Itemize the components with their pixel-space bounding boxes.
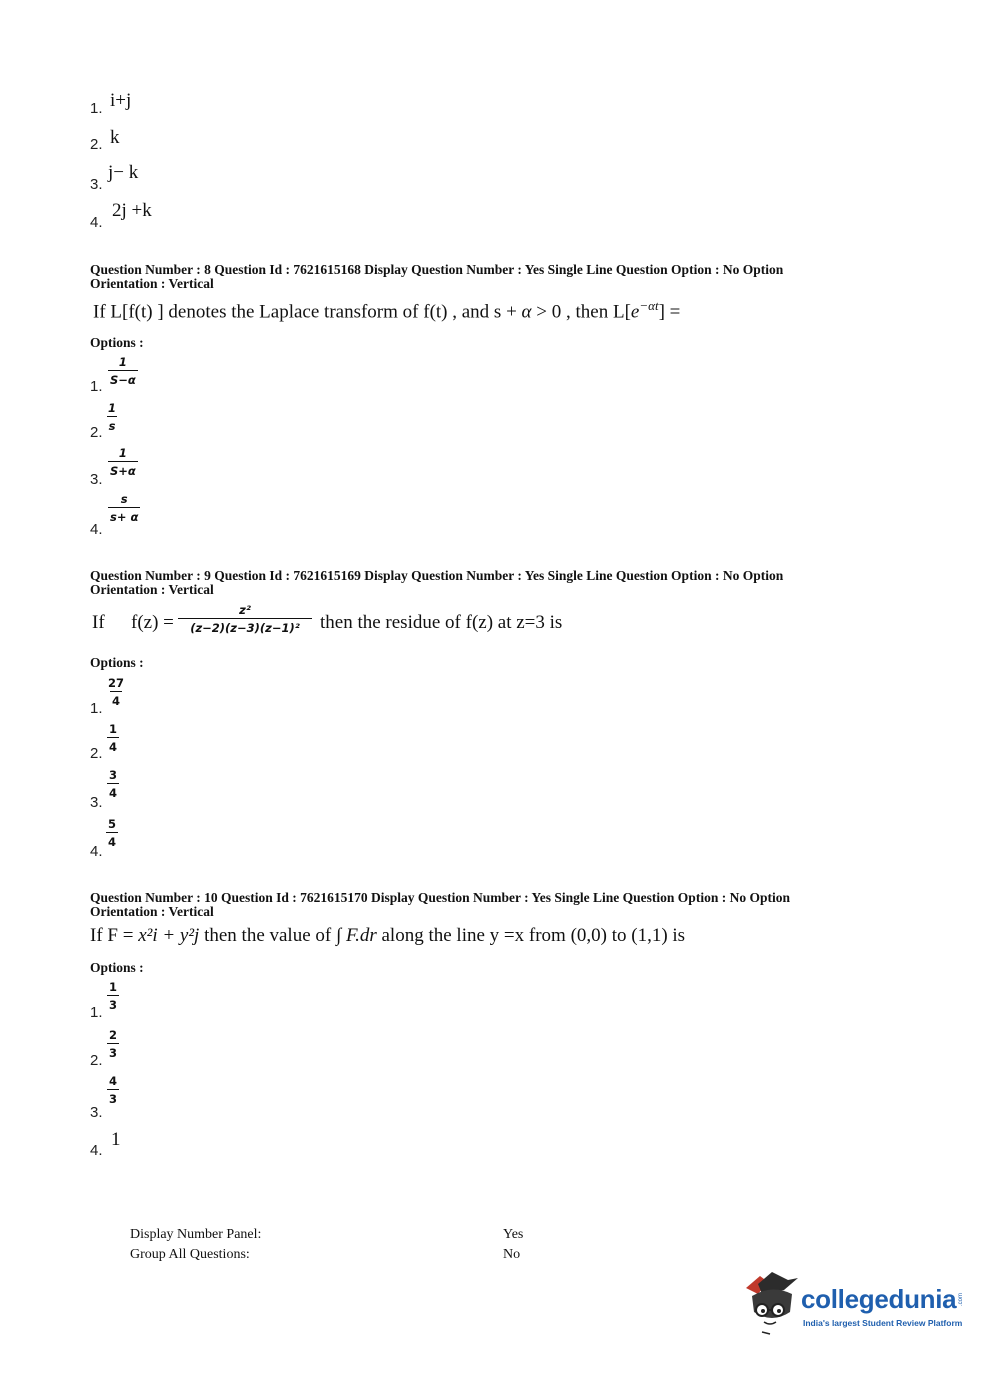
q8-option-1-number: 1. — [90, 378, 103, 395]
q9-option-2-number: 2. — [90, 745, 103, 762]
mascot-icon — [742, 1268, 800, 1340]
q8-option-4-fraction: $\frac{s}{s+ \alpha}$ — [110, 492, 139, 524]
q9-meta-line1: Question Number : 9 Question Id : 7621615169 Display Question Number : Yes Single Line Question Option : No Option — [90, 568, 784, 583]
q10-option-4-number: 4. — [90, 1142, 103, 1159]
q10-meta-line1: Question Number : 10 Question Id : 7621615170 Display Question Number : Yes Single Line Question Option : No Option — [90, 890, 790, 905]
q10-option-3-fraction: $\frac{4}{3}$ — [109, 1074, 118, 1106]
q7-option-3-number: 3. — [90, 176, 103, 193]
q8-option-2-number: 2. — [90, 424, 103, 441]
q8-option-2-fraction: $\frac{1}{s}$ — [108, 401, 117, 433]
q9-option-3-number: 3. — [90, 794, 103, 811]
q9-fz: f(z) = — [131, 612, 174, 633]
logo-tagline: India's largest Student Review Platform — [803, 1318, 963, 1328]
q10-meta-line2: Orientation : Vertical — [90, 904, 214, 919]
q8-option-1-fraction: $\frac{1}{S-\alpha}$ — [110, 355, 136, 387]
q8-option-4-number: 4. — [90, 521, 103, 538]
q10-option-2-fraction: $\frac{2}{3}$ — [109, 1028, 118, 1060]
q9-if: If — [92, 612, 105, 633]
display-number-panel-label: Display Number Panel: — [130, 1227, 262, 1242]
q10-option-2-number: 2. — [90, 1052, 103, 1069]
q9-option-2-fraction: $\frac{1}{4}$ — [109, 722, 118, 754]
q9-option-4-number: 4. — [90, 843, 103, 860]
q7-option-1-text: i+j — [110, 90, 132, 111]
q7-option-3-text: j− k — [108, 162, 139, 183]
q8-option-3-number: 3. — [90, 471, 103, 488]
q9-option-1-number: 1. — [90, 700, 103, 717]
q10-option-4-text: 1 — [111, 1129, 121, 1150]
q7-option-4-number: 4. — [90, 214, 103, 231]
q10-option-3-number: 3. — [90, 1104, 103, 1121]
q8-meta-line2: Orientation : Vertical — [90, 276, 214, 291]
q10-question-text: If F = x²i + y²j then the value of ∫ F.dr along the line y =x from (0,0) to (1,1) is — [90, 925, 686, 946]
q9-option-4-fraction: $\frac{5}{4}$ — [108, 817, 117, 849]
q9-options-label: Options : — [90, 655, 144, 670]
q9-question-rest: then the residue of f(z) at z=3 is — [320, 612, 563, 633]
q10-options-label: Options : — [90, 960, 144, 975]
q10-option-1-number: 1. — [90, 1004, 103, 1021]
logo-com: .com — [958, 1293, 964, 1307]
q10-option-1-fraction: $\frac{1}{3}$ — [109, 980, 118, 1012]
q8-options-label: Options : — [90, 335, 144, 350]
group-all-questions-label: Group All Questions: — [130, 1247, 250, 1262]
q8-option-3-fraction: $\frac{1}{S+\alpha}$ — [110, 446, 136, 478]
display-number-panel-value: Yes — [503, 1227, 524, 1242]
q9-option-1-fraction: $\frac{27}{4}$ — [108, 676, 125, 708]
logo-wordmark: collegedunia — [801, 1284, 957, 1314]
q7-option-2-text: k — [110, 127, 120, 148]
q9-meta-line2: Orientation : Vertical — [90, 582, 214, 597]
q7-option-2-number: 2. — [90, 136, 103, 153]
group-all-questions-value: No — [503, 1247, 521, 1262]
q8-question-text: If L[f(t) ] denotes the Laplace transform of f(t) , and s + α > 0 , then $L[e^{-\alpha t}]$ = — [93, 298, 681, 323]
q7-option-1-number: 1. — [90, 100, 103, 117]
q8-meta-line1: Question Number : 8 Question Id : 7621615168 Display Question Number : Yes Single Line Question Option : No Option — [90, 262, 784, 277]
q9-function-fraction: $\frac{\text{z²}}{\text{(z−2)(z−3)(z−1)²}}$ — [178, 603, 312, 635]
q7-option-4-text: 2j +k — [112, 200, 152, 221]
q9-option-3-fraction: $\frac{3}{4}$ — [109, 768, 118, 800]
